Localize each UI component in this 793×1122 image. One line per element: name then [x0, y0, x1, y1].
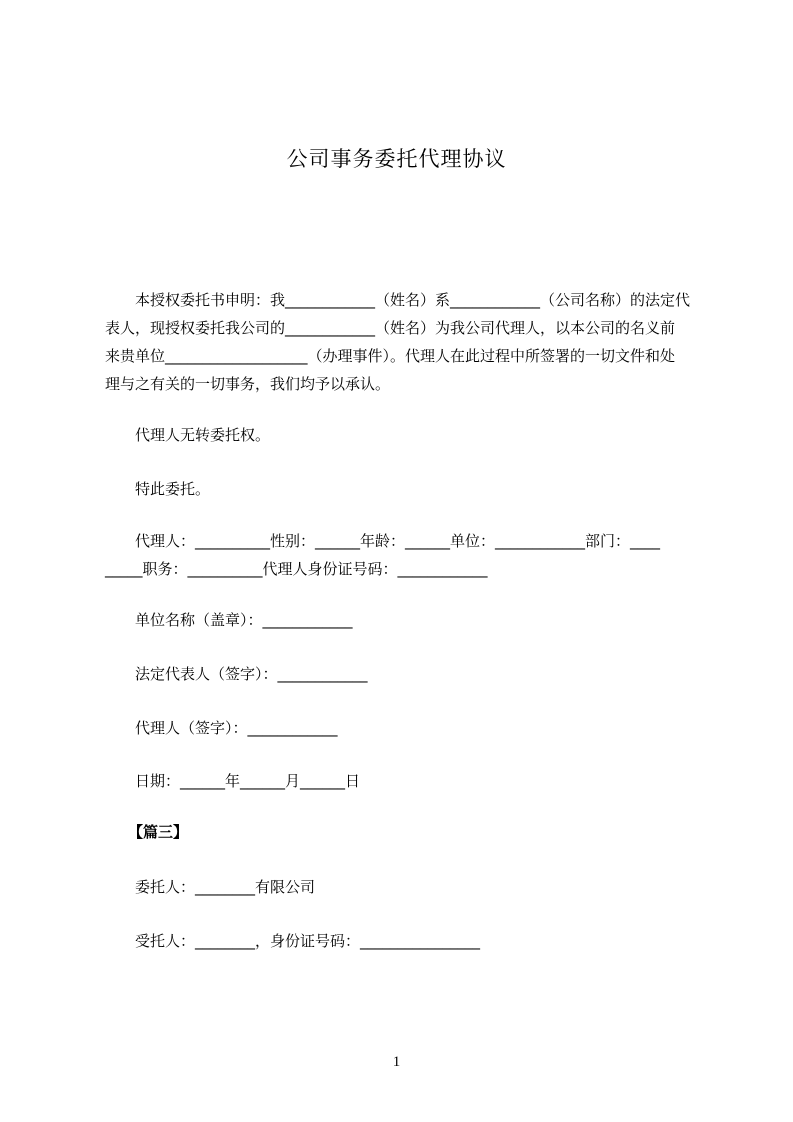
date-field: 日期：______年______月______日: [105, 772, 361, 790]
section-heading: 【篇三】: [128, 823, 189, 841]
page-number: 1: [392, 1054, 401, 1070]
no-transfer-clause: 代理人无转委托权。: [105, 426, 271, 444]
document-title: 公司事务委托代理协议: [286, 147, 507, 171]
agent-info-line: 代理人：__________性别：______年龄：______单位：____________部门：____: [105, 532, 661, 550]
agent-info: [105, 527, 700, 583]
authorization-paragraph: [105, 286, 700, 398]
agent-info-line: _____职务：__________代理人身份证号码：____________: [105, 560, 488, 578]
paragraph-line: 表人，现授权委托我公司的____________（姓名）为我公司代理人，以本公司的名义前: [105, 319, 676, 337]
paragraph-line: 理与之有关的一切事务，我们均予以承认。: [105, 375, 391, 393]
paragraph-line: 本授权委托书申明：我____________（姓名）系____________（公司名称）的法定代: [105, 291, 691, 309]
paragraph-line: 来贵单位___________________（办理事件）。代理人在此过程中所签署的一切文件和处: [105, 347, 676, 365]
agent-signature-field: 代理人（签字）：____________: [105, 719, 338, 737]
trustee-field: 受托人：________，身份证号码：________________: [105, 932, 481, 950]
principal-field: 委托人：________有限公司: [105, 878, 316, 896]
unit-name-field: 单位名称（盖章）：____________: [105, 611, 353, 629]
special-entrust: 特此委托。: [105, 480, 211, 498]
legal-rep-signature-field: 法定代表人（签字）：____________: [105, 665, 368, 683]
